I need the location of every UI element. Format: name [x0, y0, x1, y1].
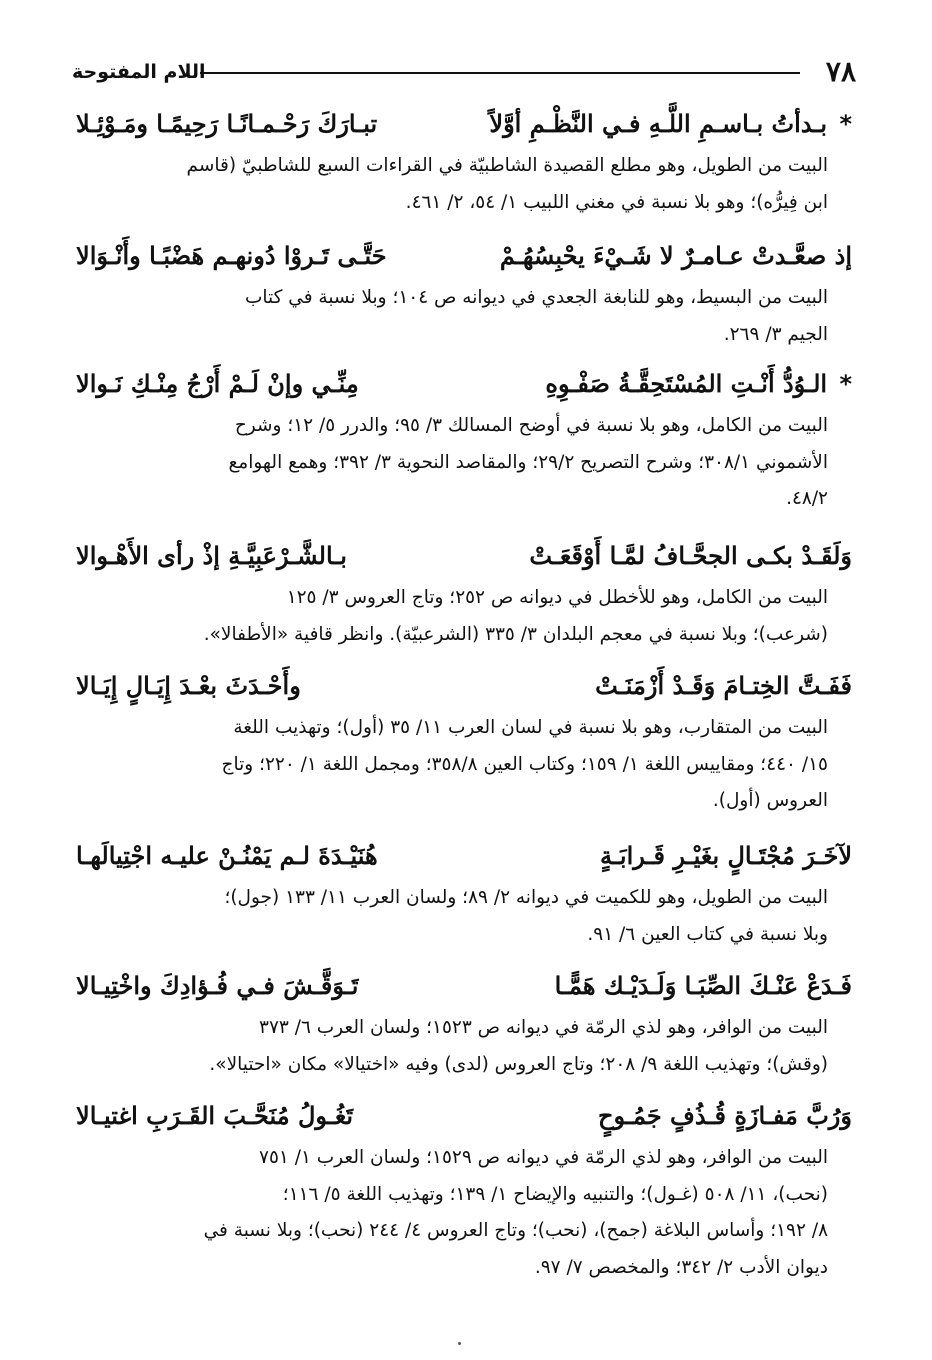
verse-line	[76, 236, 852, 276]
verse-line	[76, 966, 852, 1006]
commentary-line: وبلا نسبة في كتاب العين ٦/ ٩١.	[587, 923, 828, 945]
verse-line	[76, 1096, 852, 1136]
commentary-line: البيت من الكامل، وهو للأخطل في ديوانه ص ٢٥٢؛ وتاج العروس ٣/ ١٢٥	[286, 587, 828, 608]
commentary-line: ١٥/ ٤٤٠؛ ومقاييس اللغة ١/ ١٥٩؛ وكتاب العين ٣٥٨/٨؛ ومجمل اللغة ١/ ٢٢٠؛ وتاج	[221, 753, 828, 775]
commentary-line: البيت من الطويل، وهو مطلع القصيدة الشاطبيّة في القراءات السبع للشاطبيّ (قاسم	[186, 155, 828, 176]
verse-line	[76, 364, 852, 404]
hemistich-second: هُنَيْـدَةَ لـم يَمْنُـنْ عليـه اجْتِيالَهـا	[76, 841, 378, 870]
hemistich-second: مِنِّـي وإنْ لَـمْ أَرْجُ مِنْـكِ نَـوالا	[76, 369, 359, 398]
commentary-line: البيت من الوافر، وهو لذي الرمّة في ديوانه ص ١٥٢٩؛ ولسان العرب ١/ ٧٥١	[259, 1147, 828, 1168]
hemistich-second: حَتَّـى تَـروْا دُونهـم هَضْبًـا وأَنْـوَالا	[76, 241, 387, 270]
commentary	[76, 280, 852, 353]
hemistich-first: لآخَـرَ مُجْتَـالٍ بغَيْـرِ قَـرابَـةٍ	[600, 841, 852, 870]
page-number: ٧٨	[825, 55, 856, 88]
commentary-line: (نحب)، ١١/ ٥٠٨ (غـول)؛ والتنبيه والإيضاح ١/ ١٣٩؛ وتهذيب اللغة ٥/ ١١٦؛	[282, 1183, 828, 1205]
commentary	[76, 148, 852, 221]
commentary	[76, 1010, 852, 1083]
commentary-line: ديوان الأدب ٢/ ٣٤٢؛ والمخصص ٧/ ٩٧.	[534, 1256, 828, 1278]
verse-entry	[76, 966, 852, 1083]
commentary-line: البيت من الطويل، وهو للكميت في ديوانه ٢/ ٨٩؛ ولسان العرب ١١/ ١٣٣ (جول)؛	[224, 887, 828, 908]
commentary-line: (شرعب)؛ وبلا نسبة في معجم البلدان ٣/ ٣٣٥ (الشرعبيّة). وانظر قافية «الأطفالا».	[203, 623, 828, 645]
page-header	[72, 52, 856, 92]
verse-entry	[76, 666, 852, 820]
hemistich-second: وأَحْـدَثَ بعْـدَ إِيَـالٍ إِيَـالا	[76, 671, 301, 700]
hemistich-first: * بـدأتُ بـاسـمِ اللَّـهِ فـي النَّظْـمِ أوَّلاً	[489, 109, 852, 138]
print-speck	[458, 1342, 461, 1345]
commentary-line: البيت من الكامل، وهو بلا نسبة في أوضح المسالك ٣/ ٩٥؛ والدرر ٥/ ١٢؛ وشرح	[234, 415, 828, 436]
commentary	[76, 880, 852, 953]
commentary-line: الجيم ٣/ ٢٦٩.	[723, 323, 828, 345]
commentary	[76, 580, 852, 653]
commentary-line: (وقش)؛ وتهذيب اللغة ٩/ ٢٠٨؛ وتاج العروس (لدى) وفيه «اختيالا» مكان «احتيالا».	[209, 1053, 828, 1075]
commentary	[76, 408, 852, 518]
hemistich-second: بـالشَّـرْعَبِيَّـةِ إذْ رأى الأَهْـوالا	[76, 541, 347, 570]
verse-entry	[76, 836, 852, 953]
commentary-line: البيت من الوافر، وهو لذي الرمّة في ديوانه ص ١٥٢٣؛ ولسان العرب ٦/ ٣٧٣	[259, 1017, 828, 1038]
commentary-line: البيت من المتقارب، وهو بلا نسبة في لسان العرب ١١/ ٣٥ (أول)؛ وتهذيب اللغة	[233, 717, 828, 738]
verse-line	[76, 104, 852, 144]
verse-line	[76, 836, 852, 876]
hemistich-first: فَفَـتَّ الخِتـامَ وَقَـدْ أَزْمَنَـتْ	[595, 671, 852, 700]
hemistich-first: فَـدَعْ عَنْـكَ الصِّبَـا وَلَـدَيْـك هَمًّـا	[554, 971, 852, 1000]
verse-entry	[76, 536, 852, 653]
hemistich-first: * الـوُدُّ أَنْـتِ المُسْتَحِقَّـةُ صَفْـوِهِ	[545, 369, 852, 398]
commentary-line: ٨/ ١٩٢؛ وأساس البلاغة (جمح)، (نحب)؛ وتاج العروس ٤/ ٢٤٤ (نحب)؛ وبلا نسبة في	[203, 1220, 828, 1241]
verse-entry	[76, 104, 852, 221]
running-title: اللام المفتوحة	[72, 61, 206, 83]
hemistich-first: إذ صعَّـدتْ عـامـرٌ لا شَـيْءَ يحْبِسُهُـمْ	[499, 241, 852, 270]
verse-line	[76, 536, 852, 576]
hemistich-second: تَغُـولُ مُنَحَّـبَ القَـرَبِ اغتيـالا	[76, 1101, 354, 1130]
commentary-line: العروس (أول).	[712, 790, 828, 811]
asterisk-marker: *	[839, 110, 852, 138]
hemistich-first: وَلَقَـدْ بكـى الجحَّـافُ لمَّـا أَوْقَعَـتْ	[529, 541, 852, 570]
commentary	[76, 710, 852, 820]
commentary-line: ٤٨/٢.	[786, 488, 828, 509]
header-rule	[200, 72, 800, 74]
commentary-line: الأشموني ٣٠٨/١؛ وشرح التصريح ٢٩/٢؛ والمقاصد النحوية ٣/ ٣٩٢؛ وهمع الهوامع	[228, 451, 828, 473]
commentary-line: البيت من البسيط، وهو للنابغة الجعدي في ديوانه ص ١٠٤؛ وبلا نسبة في كتاب	[244, 287, 828, 308]
hemistich-second: تبـارَكَ رَحْـمـانًـا رَحِيمًـا ومَـوْئِـلا	[76, 109, 378, 138]
verse-entry	[76, 1096, 852, 1286]
asterisk-marker: *	[839, 370, 852, 398]
verse-line	[76, 666, 852, 706]
verse-entry	[76, 364, 852, 518]
commentary	[76, 1140, 852, 1286]
commentary-line: ابن فِيرُّه)؛ وهو بلا نسبة في مغني اللبيب ١/ ٥٤، ٢/ ٤٦١.	[405, 191, 828, 213]
verse-entry	[76, 236, 852, 353]
hemistich-first: وَرُبَّ مَفـازَةٍ قُـذُفٍ جَمُـوحٍ	[598, 1101, 852, 1130]
hemistich-second: تَـوَقَّـشَ فـي فُـؤادِكَ واخْتِيـالا	[76, 971, 359, 1000]
